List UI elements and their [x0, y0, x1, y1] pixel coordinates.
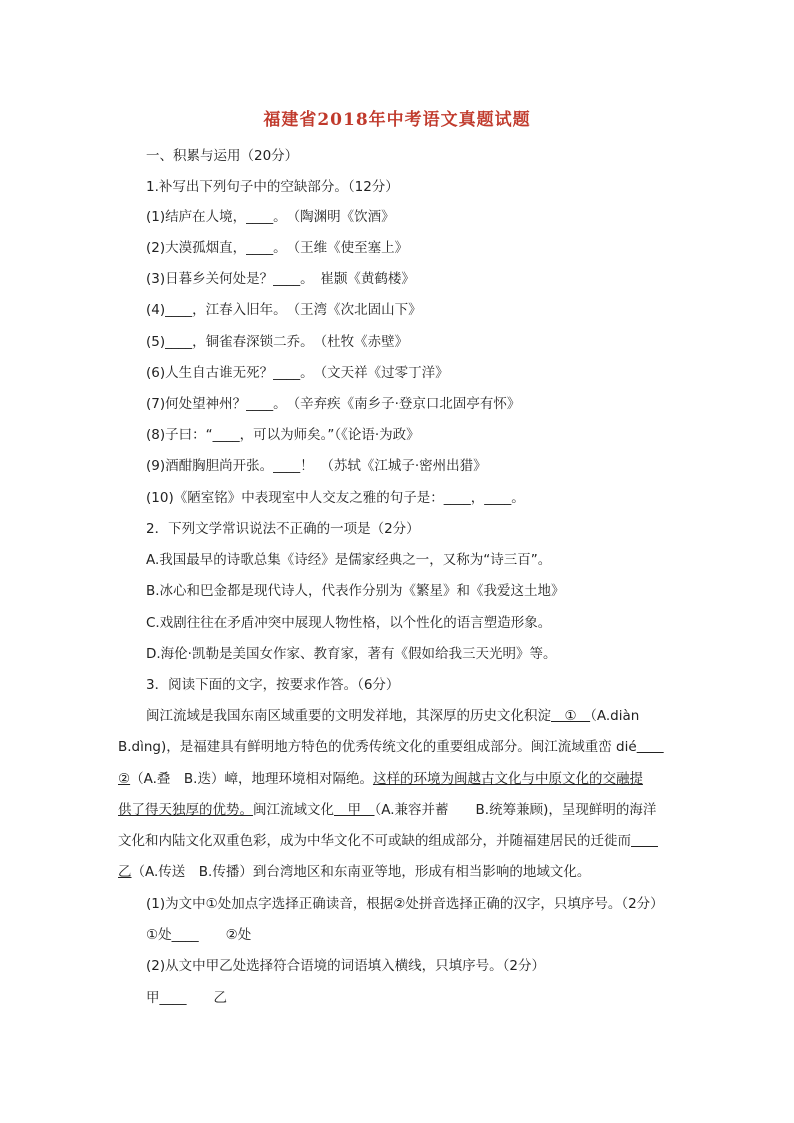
passage-line: [146, 707, 639, 725]
passage-line: [118, 738, 664, 756]
blank-yi: [631, 833, 658, 849]
passage-line: [118, 801, 656, 819]
q1-item: (2)大漠孤烟直，____。 （王维《使至塞上》: [146, 240, 409, 256]
q1-item: (4)____，江春入旧年。 （王湾《次北固山下》: [146, 302, 422, 318]
q2-option-b: B.冰心和巴金都是现代诗人，代表作分别为《繁星》和《我爱这土地》: [146, 583, 565, 599]
q1-item: (3)日暮乡关何处是？____。 崔颢《黄鹤楼》: [146, 271, 415, 287]
page-title: 福建省2018年中考语文真题试题: [263, 110, 531, 130]
passage-text: B.dìng)，是福建具有鲜明地方特色的优秀传统文化的重要组成部分。闽江流域重峦 dié: [118, 739, 637, 755]
q1-item: (5)____，铜雀春深锁二乔。 （杜牧《赤壁》: [146, 334, 409, 350]
passage-line: [118, 832, 658, 850]
passage-line: [118, 770, 643, 788]
passage-text: （A.传送 B.传播）到台湾地区和东南亚等地，形成有相当影响的地域文化。: [131, 864, 591, 880]
q1-item: (7)何处望神州？____。 （辛弃疾《南乡子·登京口北固亭有怀》: [146, 396, 521, 412]
q1-item: (9)酒酣胸胆尚开张。____！ （苏轼《江城子·密州出猎》: [146, 458, 487, 474]
q1-item: (1)结庐在人境，____。 （陶渊明《饮酒》: [146, 209, 395, 225]
q2-option-c: C.戏剧往往在矛盾冲突中展现人物性格，以个性化的语言塑造形象。: [146, 615, 552, 631]
q1-item: (6)人生自古谁无死？____。 （文天祥《过零丁洋》: [146, 365, 449, 381]
q3-sub1-blanks: ①处____ ②处: [146, 927, 252, 943]
blank-2: [637, 739, 664, 755]
passage-text: 闽江流域文化: [253, 802, 334, 818]
question-2-heading: 2．下列文学常识说法不正确的一项是（2分）: [146, 521, 420, 537]
passage-line: [118, 863, 590, 881]
underlined-sentence: 供了得天独厚的优势。: [118, 802, 253, 818]
q1-item: (8)子曰：“____，可以为师矣。”（《论语·为政》: [146, 427, 420, 443]
blank-jia: 甲: [334, 802, 375, 818]
q1-item: (10)《陋室铭》中表现室中人交友之雅的句子是：____，____。: [146, 490, 525, 506]
q3-sub2: (2)从文中甲乙处选择符合语境的词语填入横线，只填序号。（2分）: [146, 958, 545, 974]
underlined-sentence: 这样的环境为闽越古文化与中原文化的交融提: [372, 771, 643, 787]
passage-text: 文化和内陆文化双重色彩，成为中华文化不可或缺的组成部分，并随福建居民的迁徙而: [118, 833, 631, 849]
blank-1: ①: [551, 708, 591, 724]
passage-text: （A.diàn: [590, 708, 640, 724]
question-3-heading: 3．阅读下面的文字，按要求作答。（6分）: [146, 677, 400, 693]
passage-text: 闽江流域是我国东南区域重要的文明发祥地，其深厚的历史文化积淀: [146, 708, 551, 724]
q2-option-d: D.海伦·凯勒是美国女作家、教育家，著有《假如给我三天光明》等。: [146, 646, 557, 662]
passage-text: （A.兼容并蓄 B.统筹兼顾)，呈现鲜明的海洋: [374, 802, 657, 818]
q2-option-a: A.我国最早的诗歌总集《诗经》是儒家经典之一，又称为“诗三百”。: [146, 552, 552, 568]
blank-yi-label: 乙: [118, 864, 132, 880]
q3-sub1: (1)为文中①处加点字选择正确读音，根据②处拼音选择正确的汉字，只填序号。（2分）: [146, 896, 664, 912]
blank-2-label: ②: [118, 771, 131, 787]
section-heading: 一、积累与运用（20分）: [146, 148, 299, 164]
question-1-heading: 1.补写出下列句子中的空缺部分。（12分）: [146, 179, 399, 195]
q3-sub2-blanks: 甲____ 乙: [146, 990, 227, 1006]
passage-text: （A.叠 B.迭）嶂，地理环境相对隔绝。: [130, 771, 373, 787]
